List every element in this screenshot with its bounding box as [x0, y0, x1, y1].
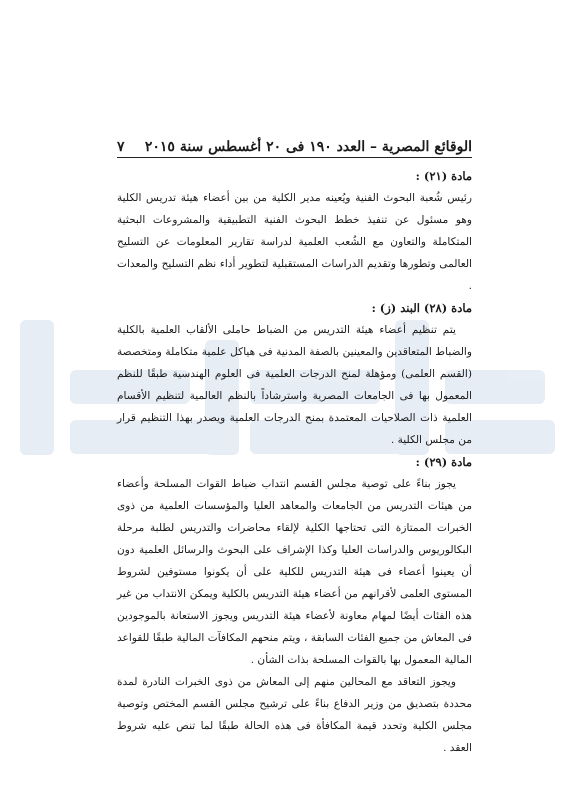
paragraph: يتم تنظيم أعضاء هيئة التدريس من الضباط حاملى الألقاب العلمية بالكلية والضباط المتعاقدين والمعينين بالصفة المدنية فى هياكل علمية متكاملة ومتخصصة (القسم العلمى) ومؤهلة لمنح الدرجات العلمية فى العلوم الهندسية طبقًا للنظم المعمول بها فى الجامعات المصرية واسترشاداً بالنظم العالمية لتنظيم الأقسام العلمية ذات الصلاحيات المعتمدة بمنح الدرجات العلمية ويصدر بهذا التنظيم قرار من مجلس الكلية .	[117, 324, 472, 446]
paragraph: رئيس شُعبة البحوث الفنية ويُعينه مدير الكلية من بين أعضاء هيئة تدريس الكلية وهو مسئول عن تنفيذ خطط البحوث الفنية التطبيقية والمشروعات البحثية المتكاملة والتعاون مع الشُعب العلمية لدراسة تقارير المعلومات عن التسليح العالمى وتطورها وتقديم الدراسات المستقبلية لتطوير أداء نظم التسليح والمعدات .	[117, 192, 472, 292]
article-21-heading: مادة (٢١) :	[415, 169, 472, 183]
paragraph: ويجوز التعاقد مع المحالين منهم إلى المعاش من ذوى الخبرات النادرة لمدة محددة بتصديق من وزير الدفاع بناءً على ترشيح مجلس القسم المختص وتوصية مجلس الكلية وتحدد قيمة المكافأة فى هذه الحالة طبقًا لما تنص عليه شروط العقد .	[117, 676, 472, 754]
header-divider	[117, 157, 472, 158]
page-number: ٧	[117, 139, 125, 155]
paragraph: يجوز بناءً على توصية مجلس القسم انتداب ضباط القوات المسلحة وأعضاء من هيئات التدريس من الجامعات والمعاهد العليا والمؤسسات العلمية من ذوى الخبرات الممتازة التى تحتاجها الكلية لإلقاء محاضرات والتدريس لطلبة مرحلة البكالوريوس والدراسات العليا وكذا الإشراف على البحوث والرسائل العلمية دون أن يعينوا أعضاء فى هيئة التدريس للكلية على أن يكونوا مستوفين لشروط المستوى العلمى لأقرانهم من أعضاء هيئة التدريس بالكلية ويمكن الانتداب من غير هذه الفئات أيضًا لمهام معاونة لأعضاء هيئة التدريس ويجوز الاستعانة بالموجودين فى المعاش من جميع الفئات السابقة ، ويتم منحهم المكافآت المالية طبقًا للقواعد المالية المعمول بها بالقوات المسلحة بذات الشأن .	[117, 478, 472, 666]
article-29	[117, 451, 472, 759]
article-28-clause	[117, 297, 472, 451]
article-21-text	[117, 187, 472, 297]
header-title: الوقائع المصرية – العدد ١٩٠ فى ٢٠ أغسطس سنة ٢٠١٥	[144, 139, 472, 155]
document-body	[117, 165, 472, 759]
article-21	[117, 165, 472, 297]
article-28-heading: مادة (٢٨) البند (ز) :	[371, 301, 472, 315]
page-header	[117, 131, 472, 155]
article-28-text	[117, 319, 472, 451]
article-29-heading: مادة (٢٩) :	[415, 455, 472, 469]
article-29-text	[117, 473, 472, 759]
